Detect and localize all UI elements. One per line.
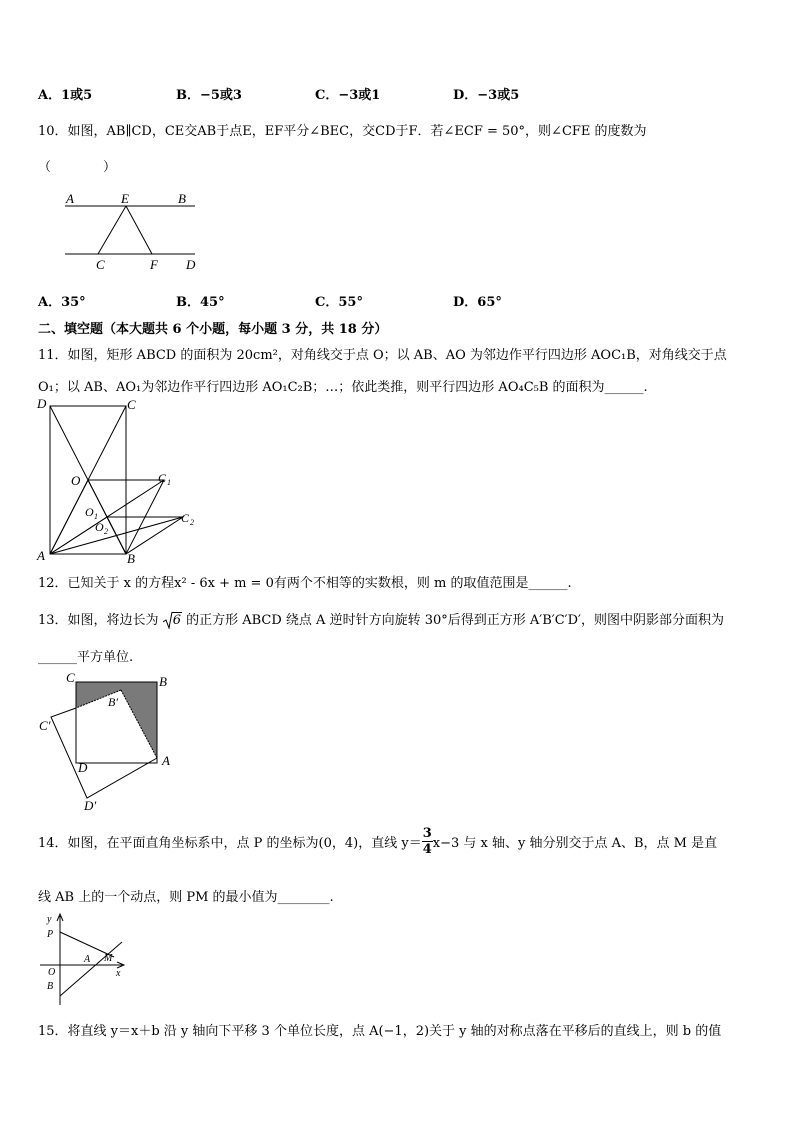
answer-paren: （ ）	[38, 160, 117, 175]
figure-q10	[55, 188, 215, 272]
option-d: D．−3或5	[453, 88, 520, 103]
label-C2-sub: 2	[190, 518, 194, 527]
label-B: B	[178, 191, 186, 206]
q14-text-pre: 14．如图，在平面直角坐标系中，点 P 的坐标为(0，4)，直线 y＝	[38, 836, 422, 851]
sqrt-radicand: 6	[172, 613, 181, 628]
question-11-line2: O₁；以 AB、AO₁为邻边作平行四边形 AO₁C₂B；…；依此类推，则平行四边形 AO₄C₅B 的面积为______.	[38, 380, 648, 395]
label-A: A	[66, 191, 74, 206]
figure-q14	[38, 910, 138, 1010]
label-C1: C	[158, 471, 167, 485]
option-c: C．−3或1	[315, 88, 381, 103]
question-10-text: 10．如图，AB∥CD，CE交AB于点E，EF平分∠BEC，交CD于F．若∠ECF = 50°，则∠CFE 的度数为	[38, 124, 647, 139]
question-15: 15．将直线 y＝x＋b 沿 y 轴向下平移 3 个单位长度，点 A(−1，2)关于 y 轴的对称点落在平移后的直线上，则 b 的值	[38, 1024, 722, 1039]
label-C2: C	[181, 511, 190, 525]
label-C: C	[127, 397, 136, 412]
label-B: B	[127, 551, 135, 566]
label-C: C	[66, 670, 75, 685]
figure-q11	[34, 396, 204, 566]
label-O: O	[71, 473, 81, 488]
option-a: A．1或5	[38, 88, 93, 103]
label-O2: O	[95, 520, 104, 534]
label-A: A	[37, 548, 45, 563]
label-y: y	[47, 914, 52, 925]
label-B: B	[47, 981, 54, 992]
question-14-line2: 线 AB 上的一个动点，则 PM 的最小值为________.	[38, 890, 334, 905]
q10-option-a: A．35°	[38, 295, 86, 310]
label-O2-sub: 2	[104, 527, 108, 536]
question-12: 12．已知关于 x 的方程x² - 6x + m = 0有两个不相等的实数根，则 m 的取值范围是______.	[38, 576, 572, 591]
q10-option-b: B．45°	[176, 295, 225, 310]
label-F: F	[150, 257, 158, 272]
fraction-3-4	[422, 826, 433, 857]
label-D: D	[37, 396, 47, 411]
question-13-line2: ______平方单位.	[38, 650, 134, 665]
label-C: C	[96, 257, 105, 272]
q13-text-post: 的正方形 ABCD 绕点 A 逆时针方向旋转 30°后得到正方形 A′B′C′D′，则图中阴影部分面积为	[186, 613, 725, 628]
fraction-numerator: 3	[422, 826, 432, 841]
section-heading: 二、填空题（本大题共 6 个小题，每小题 3 分，共 18 分）	[38, 322, 388, 337]
q10-option-c: C．55°	[315, 295, 363, 310]
question-14-line1	[38, 826, 717, 857]
question-13-line1	[38, 609, 724, 628]
label-O: O	[48, 967, 56, 978]
q10-option-d: D．65°	[453, 295, 502, 310]
label-O1: O	[85, 505, 94, 519]
sqrt-expression	[163, 613, 182, 628]
label-x: x	[116, 968, 121, 979]
option-b: B．−5或3	[176, 88, 242, 103]
label-C-prime: C′	[39, 718, 51, 733]
label-D-prime: D′	[84, 798, 97, 813]
label-C1-sub: 1	[167, 478, 171, 487]
fraction-denominator: 4	[422, 842, 432, 857]
label-D: D	[78, 760, 88, 775]
label-M: M	[104, 953, 113, 964]
label-B: B	[159, 674, 167, 689]
label-P: P	[47, 929, 54, 940]
label-O1-sub: 1	[94, 512, 98, 521]
q13-text-pre: 13．如图，将边长为	[38, 613, 159, 628]
q14-text-post: x−3 与 x 轴、y 轴分别交于点 A、B，点 M 是直	[432, 836, 718, 851]
label-E: E	[121, 191, 129, 206]
label-A: A	[162, 753, 170, 768]
question-11-line1: 11．如图，矩形 ABCD 的面积为 20cm²，对角线交于点 O；以 AB、AO 为邻边作平行四边形 AOC₁B，对角线交于点	[38, 348, 727, 363]
label-B-prime: B′	[108, 695, 118, 709]
label-A: A	[84, 954, 91, 965]
label-D: D	[186, 257, 196, 272]
figure-q13	[36, 668, 186, 814]
